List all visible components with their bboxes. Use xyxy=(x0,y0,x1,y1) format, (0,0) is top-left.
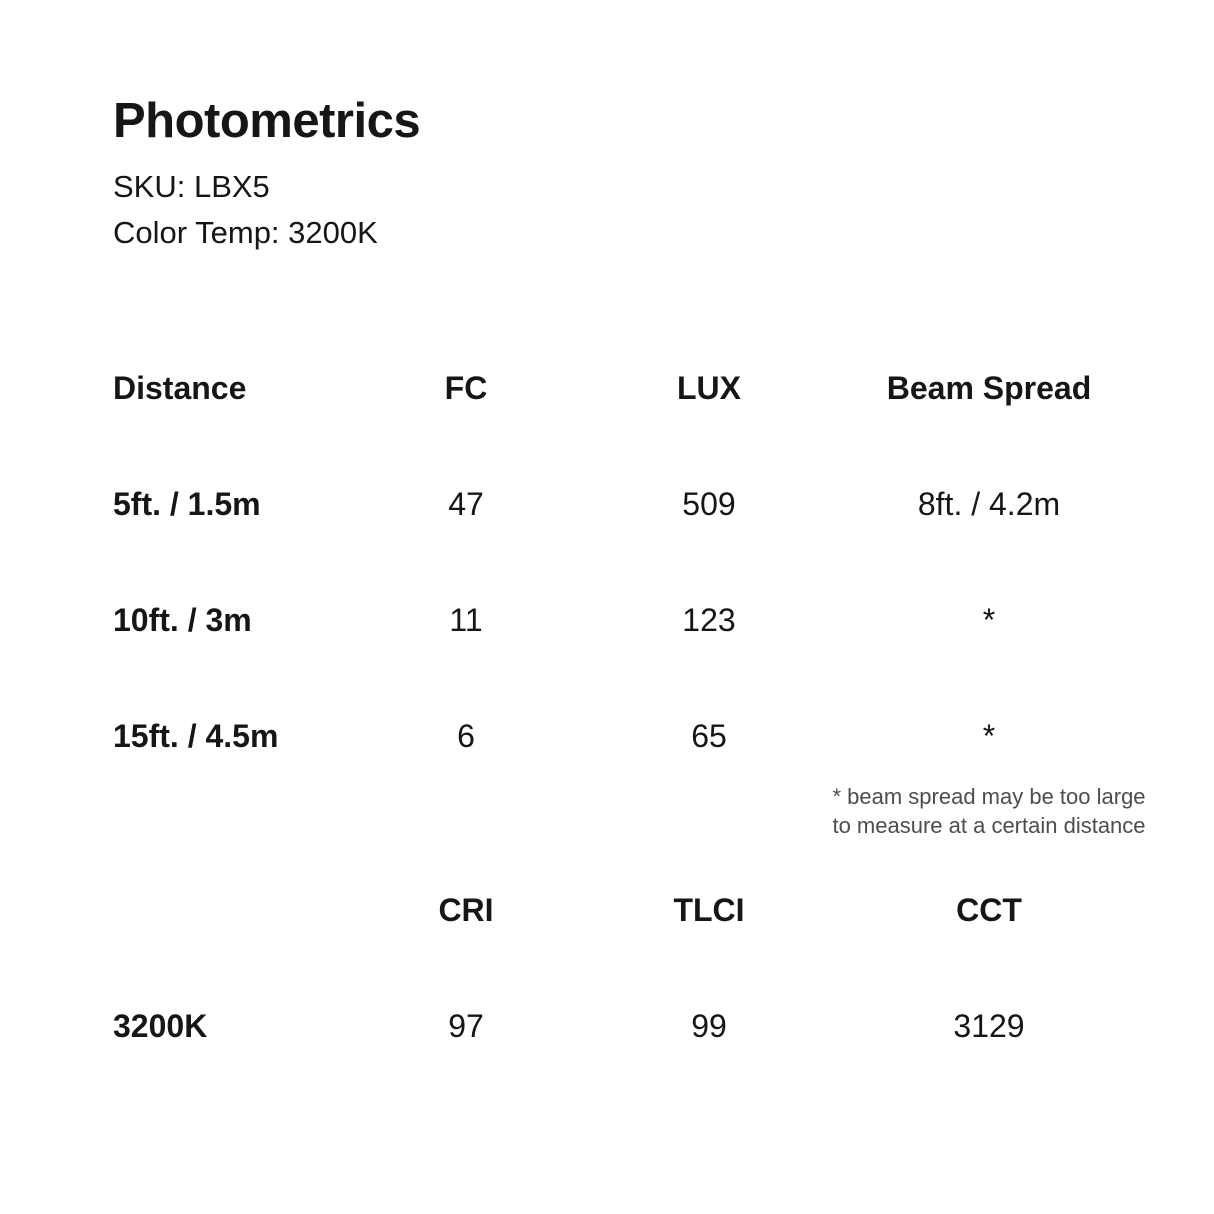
table-cell-fc: 6 xyxy=(457,718,475,754)
column-header-empty xyxy=(113,888,353,932)
table-cell-cct: 3129 xyxy=(953,1008,1025,1044)
table-cell-tlci: 99 xyxy=(691,1008,727,1044)
table-cell-lux: 509 xyxy=(682,486,736,522)
column-header-cri: CRI xyxy=(438,892,494,928)
footnote-line-2: to measure at a certain distance xyxy=(832,813,1146,838)
table-cell-distance: 5ft. / 1.5m xyxy=(113,486,261,522)
footnote-line-1: * beam spread may be too large xyxy=(832,784,1146,809)
page-title: Photometrics xyxy=(113,94,421,148)
table-cell-fc: 11 xyxy=(449,602,483,638)
column-header-lux: LUX xyxy=(677,370,741,406)
column-header-cct: CCT xyxy=(956,892,1022,928)
table-cell-lux: 123 xyxy=(682,602,736,638)
table-cell-distance: 15ft. / 4.5m xyxy=(113,718,279,754)
color-quality-table xyxy=(113,888,1139,1048)
table-cell-cri: 97 xyxy=(448,1008,484,1044)
sku-line: SKU: LBX5 xyxy=(113,169,270,204)
color-temp-line: Color Temp: 3200K xyxy=(113,215,378,250)
table-cell-fc: 47 xyxy=(448,486,484,522)
column-header-fc: FC xyxy=(444,370,488,406)
table-cell-beam-spread: * xyxy=(982,602,996,638)
table-cell-color-temp: 3200K xyxy=(113,1008,208,1044)
table-cell-lux: 65 xyxy=(691,718,727,754)
column-header-beam-spread: Beam Spread xyxy=(886,370,1092,406)
beam-spread-footnote xyxy=(113,782,1146,840)
photometrics-table xyxy=(113,366,1139,758)
table-cell-distance: 10ft. / 3m xyxy=(113,602,252,638)
table-cell-beam-spread: * xyxy=(982,718,996,754)
column-header-distance: Distance xyxy=(113,370,247,406)
table-cell-beam-spread: 8ft. / 4.2m xyxy=(917,486,1061,522)
column-header-tlci: TLCI xyxy=(673,892,745,928)
footnote-text xyxy=(832,782,1145,840)
